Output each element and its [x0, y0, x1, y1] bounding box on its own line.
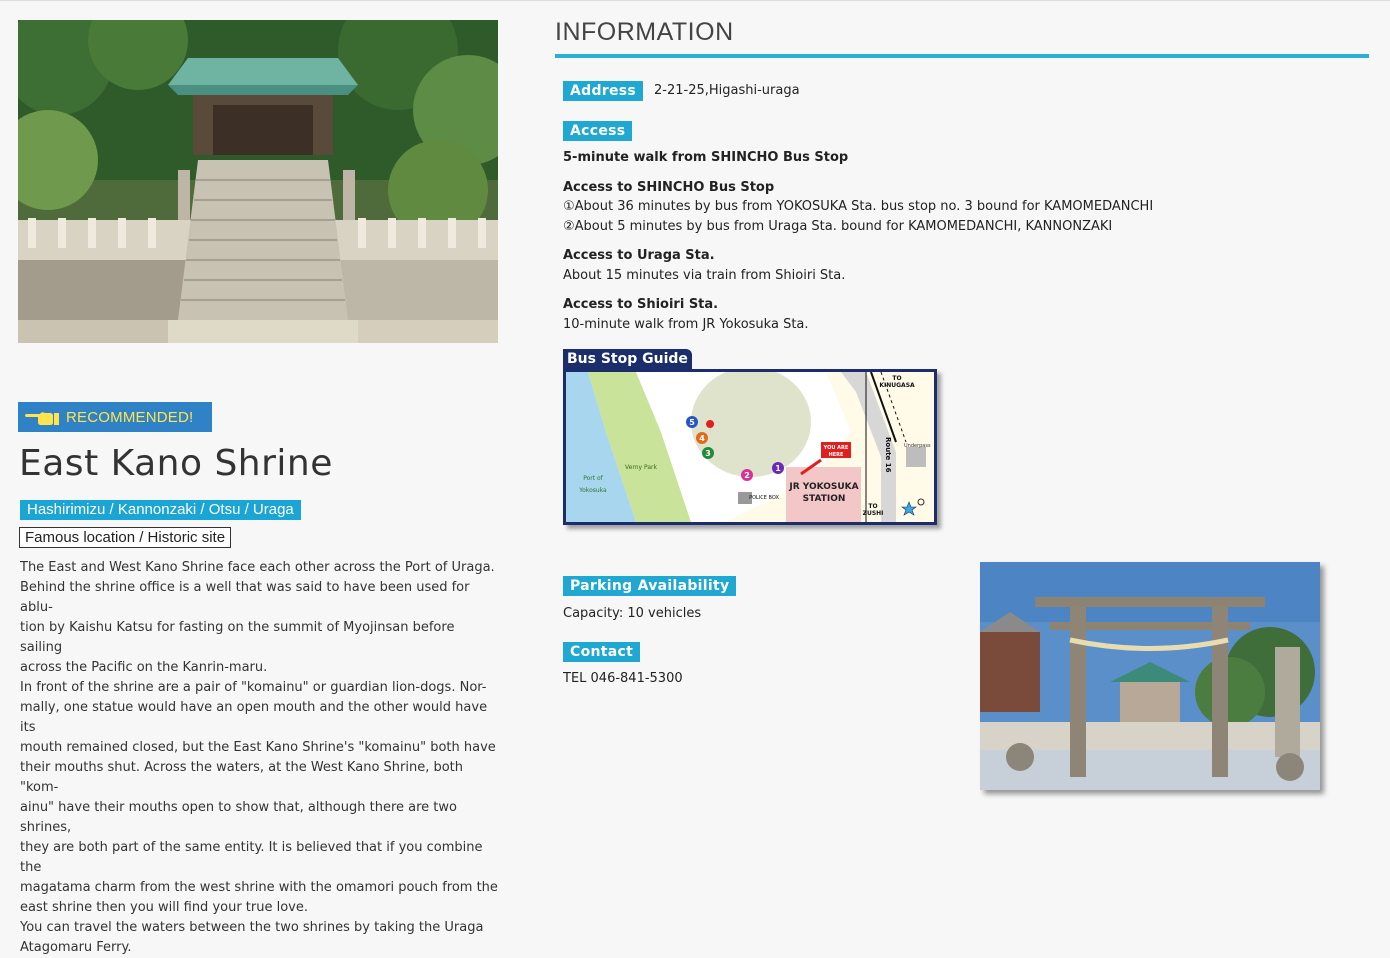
- shioiri-heading: Access to Shioiri Sta.: [563, 297, 719, 312]
- map-label-to: TO: [892, 375, 902, 382]
- information-rule: [555, 54, 1369, 58]
- description-line: across the Pacific on the Kanrin-maru.: [20, 660, 268, 675]
- bus-stop-guide-tab: Bus Stop Guide: [563, 349, 692, 370]
- shrine-description: [20, 558, 498, 958]
- map-label-station-1: JR YOKOSUKA: [789, 482, 859, 492]
- page-title: East Kano Shrine: [19, 443, 333, 484]
- bus-stop-number: 2: [744, 471, 750, 480]
- category-tag[interactable]: Famous location / Historic site: [19, 527, 231, 548]
- description-line: mouth remained closed, but the East Kano Shrine's "komainu" both have: [20, 740, 496, 755]
- description-line: Atagomaru Ferry.: [20, 940, 132, 955]
- description-line: Behind the shrine office is a well that was said to have been used for ablu-: [20, 580, 470, 615]
- description-line: You can travel the waters between the two shrines by taking the Uraga: [20, 920, 484, 935]
- map-label-zushi: ZUSHI: [862, 510, 884, 517]
- description-line: they are both part of the same entity. It is believed that if you combine the: [20, 840, 483, 875]
- uraga-text: About 15 minutes via train from Shioiri Sta.: [563, 268, 846, 283]
- contact-phone[interactable]: TEL 046-841-5300: [563, 671, 683, 686]
- bus-stop-map[interactable]: [563, 369, 937, 525]
- map-label-station-2: STATION: [802, 494, 846, 504]
- access-label: Access: [563, 121, 632, 141]
- description-line: mally, one statue would have an open mouth and the other would have its: [20, 700, 488, 735]
- bus-stop-number: 1: [775, 464, 781, 473]
- uraga-heading: Access to Uraga Sta.: [563, 248, 715, 263]
- description-line: ainu" have their mouths open to show that, although there are two shrines,: [20, 800, 457, 835]
- map-label-underpass: Underpass: [904, 443, 931, 449]
- description-line: The East and West Kano Shrine face each other across the Port of Uraga.: [20, 560, 495, 575]
- map-label-route: Route 16: [884, 437, 892, 473]
- map-label-to-2: TO: [868, 503, 878, 510]
- map-label-you-are: YOU ARE: [823, 445, 849, 451]
- torii-gate-photo: [980, 562, 1320, 790]
- contact-label: Contact: [563, 642, 640, 662]
- recommended-badge: [18, 402, 212, 432]
- information-heading: INFORMATION: [555, 18, 734, 46]
- recommended-label: RECOMMENDED!: [66, 408, 194, 426]
- area-tag[interactable]: Hashirimizu / Kannonzaki / Otsu / Uraga: [20, 500, 301, 520]
- address-label: Address: [563, 81, 643, 101]
- top-divider: [0, 0, 1390, 1]
- shincho-heading: Access to SHINCHO Bus Stop: [563, 180, 775, 195]
- bus-stop-number: 4: [699, 434, 705, 443]
- bus-stop-number: 5: [689, 418, 695, 427]
- description-line: tion by Kaishu Katsu for fasting on the summit of Myojinsan before sailing: [20, 620, 455, 655]
- description-line: magatama charm from the west shrine with the omamori pouch from the: [20, 880, 498, 895]
- description-line: their mouths shut. Across the waters, at the West Kano Shrine, both "kom-: [20, 760, 464, 795]
- map-label-here: HERE: [828, 452, 844, 458]
- map-label-port-1: Port of: [583, 475, 603, 482]
- description-line: east shrine then you will find your true love.: [20, 900, 309, 915]
- parking-value: Capacity: 10 vehicles: [563, 606, 702, 621]
- bus-stop-number: 3: [705, 449, 711, 458]
- parking-label: Parking Availability: [563, 576, 736, 596]
- address-value: 2-21-25,Higashi-uraga: [654, 83, 800, 98]
- access-walk: 5-minute walk from SHINCHO Bus Stop: [563, 150, 849, 165]
- shincho-route-1: ①About 36 minutes by bus from YOKOSUKA Sta. bus stop no. 3 bound for KAMOMEDANCHI: [563, 199, 1154, 214]
- description-line: In front of the shrine are a pair of "komainu" or guardian lion-dogs. Nor-: [20, 680, 487, 695]
- map-label-kinugasa: KINUGASA: [879, 382, 915, 389]
- shincho-route-2: ②About 5 minutes by bus from Uraga Sta. bound for KAMOMEDANCHI, KANNONZAKI: [563, 219, 1113, 234]
- map-label-police: POLICE BOX: [749, 495, 779, 501]
- map-label-port-2: Yokosuka: [579, 487, 607, 494]
- shioiri-text: 10-minute walk from JR Yokosuka Sta.: [563, 317, 809, 332]
- pointing-hand-icon: [24, 407, 60, 427]
- shrine-main-photo: [18, 20, 498, 343]
- map-label-park: Verny Park: [625, 464, 657, 471]
